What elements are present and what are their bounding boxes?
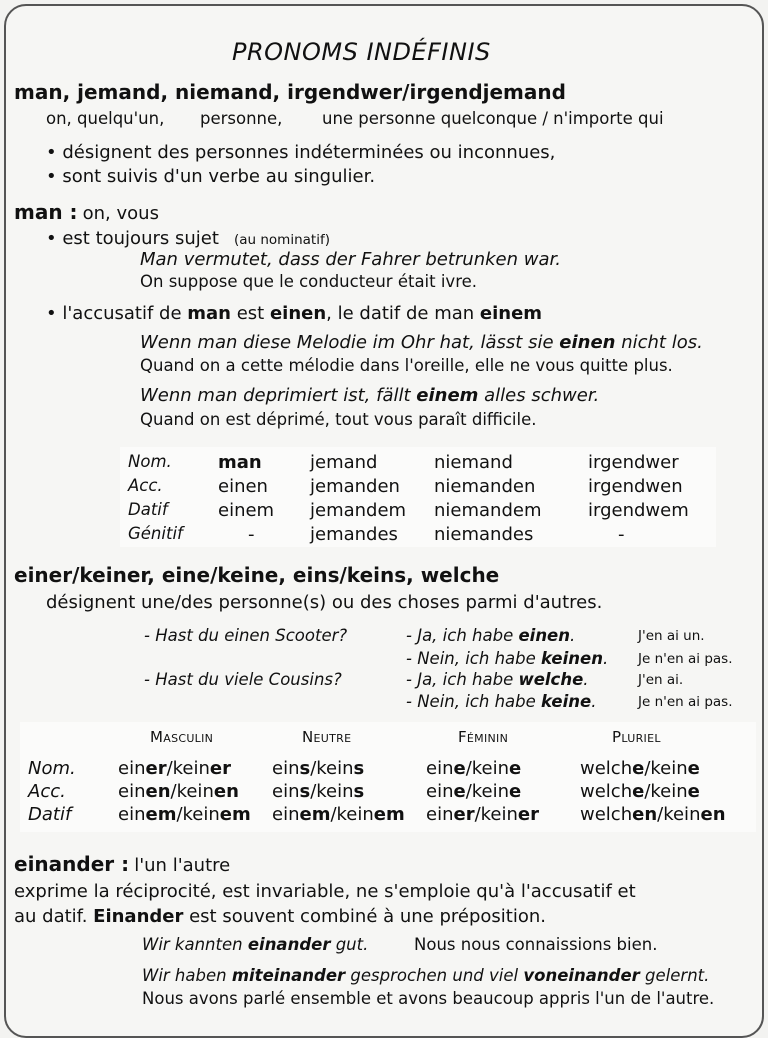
text-part: Wenn man deprimiert ist, fällt xyxy=(140,385,417,406)
translation-1: on, quelqu'un, xyxy=(46,109,165,128)
table-cell xyxy=(580,781,700,802)
table-cell: - xyxy=(618,524,625,545)
table-cell: einem xyxy=(218,500,275,521)
ending-bold: er xyxy=(517,804,540,825)
stem: /kein xyxy=(474,804,518,825)
stem: ein xyxy=(426,804,454,825)
example-german xyxy=(140,385,599,406)
example-french: Quand on a cette mélodie dans l'oreille, elle ne vous quitte plus. xyxy=(140,356,673,375)
text-part: - Ja, ich habe xyxy=(406,670,519,689)
stem: ein xyxy=(272,804,300,825)
table-cell xyxy=(426,758,521,779)
stem: /kein xyxy=(644,758,688,779)
text-part: Wenn man diese Melodie im Ohr hat, lässt sie xyxy=(140,332,560,353)
text-part: , le datif de man xyxy=(326,303,480,324)
stem: /kein xyxy=(176,804,220,825)
heading-text: einander : xyxy=(14,852,130,876)
text-part: - Nein, ich habe xyxy=(406,649,542,668)
table-cell: einen xyxy=(218,476,268,497)
table-cell xyxy=(580,758,700,779)
table-cell: niemanden xyxy=(434,476,536,497)
ending-bold: en xyxy=(632,804,658,825)
stem: welch xyxy=(580,758,633,779)
paragraph-line: exprime la réciprocité, est invariable, ne s'emploie qu'à l'accusatif et xyxy=(14,881,636,902)
text-part: . xyxy=(570,626,576,645)
stem: ein xyxy=(118,781,146,802)
answer xyxy=(406,692,596,711)
bullet-note: (au nominatif) xyxy=(233,232,330,248)
text-bold: einander xyxy=(247,935,331,954)
stem: /kein xyxy=(310,781,354,802)
ending-bold: e xyxy=(687,781,700,802)
ending-bold: e xyxy=(509,781,522,802)
section-description: désignent une/des personne(s) ou des choses parmi d'autres. xyxy=(46,592,603,613)
ending-bold: en xyxy=(213,781,239,802)
ending-bold: er xyxy=(145,758,167,779)
stem: ein xyxy=(426,758,454,779)
table-row-case: Nom. xyxy=(28,758,76,779)
text-bold: keine xyxy=(541,692,592,711)
example-german xyxy=(142,935,368,954)
text-part: . xyxy=(602,649,609,668)
section-heading-einer: einer/keiner, eine/keine, eins/keins, welche xyxy=(14,563,500,587)
stem: ein xyxy=(118,804,146,825)
question: - Hast du einen Scooter? xyxy=(144,626,348,645)
text-part: est xyxy=(231,303,270,324)
text-part: gut. xyxy=(330,935,369,954)
answer-translation: J'en ai un. xyxy=(638,628,705,644)
section-heading-man-jemand: man, jemand, niemand, irgendwer/irgendjemand xyxy=(14,80,566,104)
example-french: Nous avons parlé ensemble et avons beaucoup appris l'un de l'autre. xyxy=(142,989,715,1008)
text-part: gesprochen und viel xyxy=(345,966,524,985)
text-part: au datif. xyxy=(14,906,94,927)
table-cell: irgendwer xyxy=(588,452,679,473)
table-header: Neutre xyxy=(302,728,352,746)
translation-2: personne, xyxy=(200,109,283,128)
text-bold: einen xyxy=(269,303,327,324)
table-cell: jemand xyxy=(310,452,378,473)
translation-3: une personne quelconque / n'importe qui xyxy=(322,109,664,128)
bullet-line xyxy=(46,303,542,324)
ending-bold: e xyxy=(509,758,522,779)
table-cell xyxy=(272,804,405,825)
text-part: gelernt. xyxy=(639,966,710,985)
text-bold: einem xyxy=(479,303,543,324)
table-cell: - xyxy=(248,524,255,545)
text-part: . xyxy=(591,692,597,711)
ending-bold: s xyxy=(299,781,311,802)
ending-bold: e xyxy=(632,758,645,779)
text-part: est souvent combiné à une préposition. xyxy=(183,906,547,927)
table-header: Masculin xyxy=(150,728,214,746)
table-cell xyxy=(272,758,364,779)
text-bold: man xyxy=(187,303,231,324)
ending-bold: e xyxy=(632,781,645,802)
stem: /kein xyxy=(644,781,688,802)
text-bold: keinen xyxy=(541,649,603,668)
text-part: Wir kannten xyxy=(142,935,248,954)
table-cell: man xyxy=(218,452,262,473)
stem: ein xyxy=(272,781,300,802)
bullet-text: • désignent des personnes indéterminées ou inconnues, xyxy=(46,142,556,163)
table-cell xyxy=(118,781,239,802)
heading-translation: l'un l'autre xyxy=(134,855,231,876)
page-title: PRONOMS INDÉFINIS xyxy=(232,38,491,66)
stem: /kein xyxy=(166,758,210,779)
paragraph-line xyxy=(14,906,546,927)
table-cell: jemandes xyxy=(310,524,398,545)
table-row-case: Génitif xyxy=(128,524,183,543)
text-part: alles schwer. xyxy=(478,385,600,406)
stem: /kein xyxy=(465,781,510,802)
stem: ein xyxy=(272,758,300,779)
table-cell: niemand xyxy=(434,452,513,473)
text-part: - Nein, ich habe xyxy=(406,692,542,711)
question: - Hast du viele Cousins? xyxy=(144,670,342,689)
table-row-case: Acc. xyxy=(128,476,163,495)
text-part: - Ja, ich habe xyxy=(406,626,519,645)
bullet-text: • est toujours sujet xyxy=(46,228,219,249)
example-french: Quand on est déprimé, tout vous paraît difficile. xyxy=(140,410,537,429)
table-cell xyxy=(118,758,231,779)
table-row-case: Datif xyxy=(128,500,168,519)
ending-bold: s xyxy=(353,781,365,802)
ending-bold: e xyxy=(687,758,700,779)
table-cell xyxy=(426,781,521,802)
text-part: • l'accusatif de xyxy=(46,303,188,324)
table-row-case: Datif xyxy=(28,804,72,825)
answer xyxy=(406,626,575,645)
ending-bold: er xyxy=(209,758,232,779)
example-german: Man vermutet, dass der Fahrer betrunken war. xyxy=(140,249,561,270)
text-part: Wir haben xyxy=(142,966,232,985)
text-part: nicht los. xyxy=(615,332,703,353)
stem: welch xyxy=(580,804,633,825)
answer xyxy=(406,649,608,668)
table-cell: irgendwen xyxy=(588,476,683,497)
table-cell: jemanden xyxy=(310,476,400,497)
table-row-case: Acc. xyxy=(28,781,66,802)
bullet-text: • sont suivis d'un verbe au singulier. xyxy=(46,166,376,187)
ending-bold: e xyxy=(453,758,466,779)
heading-text: man : xyxy=(14,200,78,224)
ending-bold: e xyxy=(453,781,466,802)
answer-translation: Je n'en ai pas. xyxy=(638,651,733,667)
text-bold: Einander xyxy=(93,906,184,927)
ending-bold: em xyxy=(145,804,177,825)
stem: welch xyxy=(580,781,633,802)
stem: /kein xyxy=(657,804,701,825)
stem: /kein xyxy=(170,781,214,802)
text-bold: miteinander xyxy=(231,966,346,985)
ending-bold: s xyxy=(299,758,311,779)
ending-bold: en xyxy=(700,804,726,825)
stem: /kein xyxy=(465,758,510,779)
table-cell xyxy=(580,804,726,825)
stem: ein xyxy=(118,758,146,779)
ending-bold: en xyxy=(145,781,171,802)
stem: /kein xyxy=(330,804,374,825)
ending-bold: er xyxy=(453,804,475,825)
table-cell: irgendwem xyxy=(588,500,689,521)
ending-bold: em xyxy=(373,804,405,825)
table-row-case: Nom. xyxy=(128,452,172,471)
example-german xyxy=(140,332,703,353)
ending-bold: s xyxy=(353,758,365,779)
stem: /kein xyxy=(310,758,354,779)
ending-bold: em xyxy=(219,804,251,825)
ending-bold: em xyxy=(299,804,331,825)
text-bold: einem xyxy=(416,385,479,406)
stem: ein xyxy=(426,781,454,802)
table-cell: niemandes xyxy=(434,524,534,545)
text-bold: einen xyxy=(518,626,570,645)
heading-translation: on, vous xyxy=(82,203,159,224)
table-header: Pluriel xyxy=(612,728,661,746)
table-cell: niemandem xyxy=(434,500,542,521)
example-german xyxy=(142,966,709,985)
answer-translation: J'en ai. xyxy=(638,672,684,688)
answer xyxy=(406,670,589,689)
example-french: Nous nous connaissions bien. xyxy=(414,935,658,954)
table-cell xyxy=(272,781,364,802)
answer-translation: Je n'en ai pas. xyxy=(638,694,733,710)
text-bold: einen xyxy=(559,332,616,353)
bullet-line xyxy=(46,228,330,249)
table-cell xyxy=(118,804,251,825)
section-heading-man xyxy=(14,200,159,224)
text-bold: welche xyxy=(518,670,584,689)
example-french: On suppose que le conducteur était ivre. xyxy=(140,272,478,291)
text-part: . xyxy=(583,670,589,689)
section-heading-einander xyxy=(14,852,230,876)
text-bold: voneinander xyxy=(523,966,640,985)
table-header: Féminin xyxy=(458,728,509,746)
table-cell xyxy=(426,804,539,825)
table-cell: jemandem xyxy=(310,500,407,521)
